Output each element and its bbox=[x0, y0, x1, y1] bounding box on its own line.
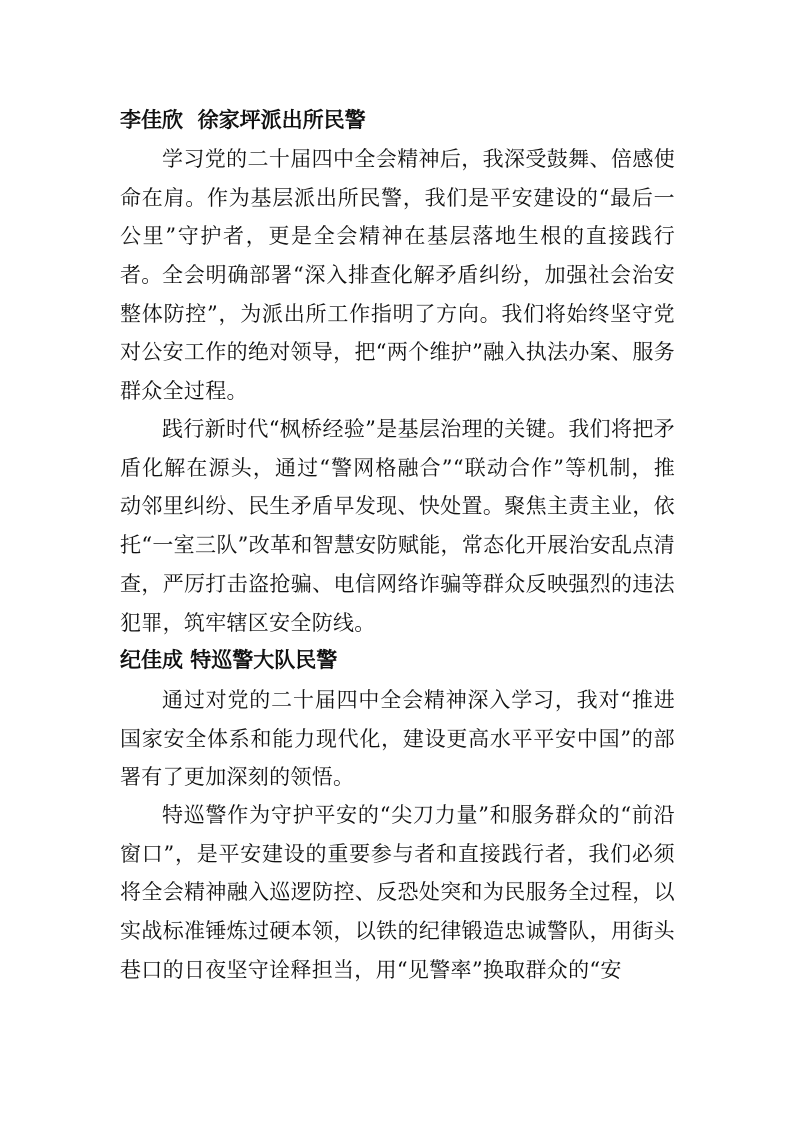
paragraph: 全会明确部署“深入排查化解矛盾纠纷，加强社会治安整体防控”，为派出所工作指明了方向。我们将始终坚守党对公安工作的绝对领导，把“两个维护”融入执法办案、服务群众全过程。 bbox=[120, 263, 675, 404]
section-heading-li-jiaxin: 李佳欣 徐家坪派出所民警 bbox=[120, 108, 366, 132]
paragraph: 通过对党的二十届四中全会精神深入学习，我对“推进国家安全体系和能力现代化，建设更高水平平安中国”的部署有了更加深刻的领悟。 bbox=[120, 688, 675, 790]
section-heading-ji-jiacheng: 纪佳成 特巡警大队民警 bbox=[120, 648, 338, 672]
paragraph: 特巡警作为守护平安的“尖刀力量”和服务群众的“前沿窗口”，是平安建设的重要参与者和直接践行者，我们必须将全会精神融入巡逻防控、反恐处突和为民服务全过程，以实战标准锤炼过硬本领，以铁的纪律锻造忠诚警队，用街头巷口的日夜坚守诠释担当，用“见警率”换取群众的“安 bbox=[120, 803, 675, 982]
paragraph: 践行新时代“枫桥经验”是基层治理的关键。我们将把矛盾化解在源头，通过“警网格融合”“联动合作”等机制，推动邻里纠纷、民生矛盾早发现、快处置。聚焦主责主业，依托“一室三队”改革和智慧安防赋能，常态化开展治安乱点清查，严厉打击盗抢骗、电信网络诈骗等群众反映强烈的违法犯罪，筑牢辖区安全防线。 bbox=[120, 417, 675, 635]
paragraph: 学习党的二十届四中全会精神后，我深受鼓舞、倍感使命在肩。作为基层派出所民警，我们是平安建设的“最后一公里”守护者，更是全会精神在基层落地生根的直接践行者。 bbox=[120, 147, 675, 288]
